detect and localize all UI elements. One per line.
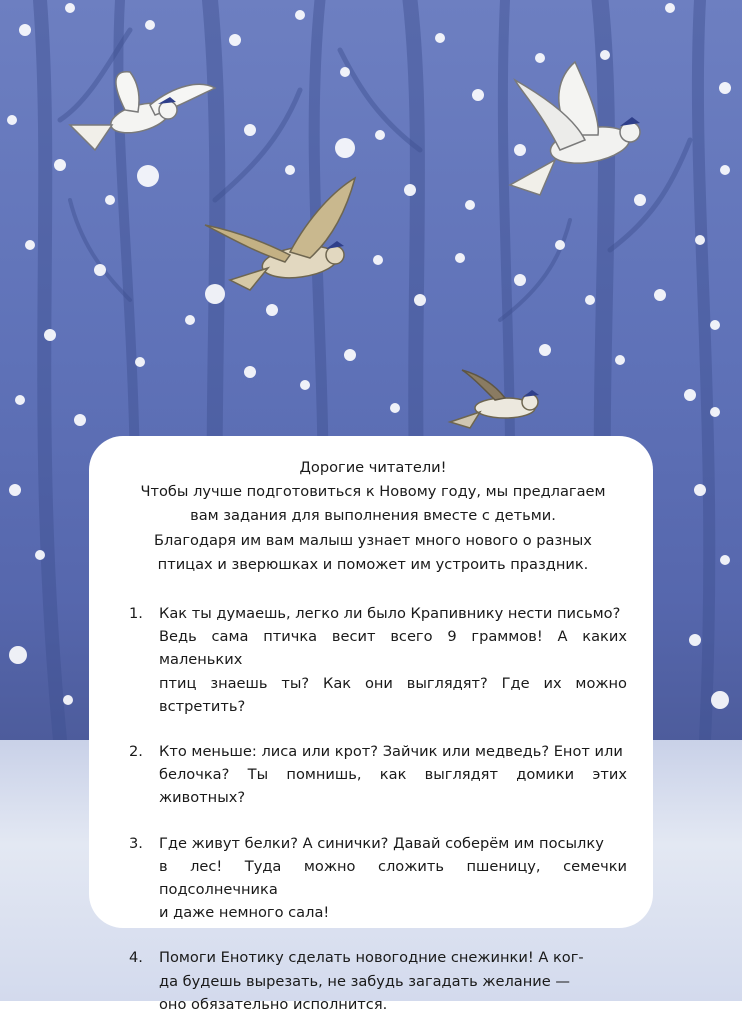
task-text — [159, 946, 627, 1016]
task-item — [119, 602, 627, 718]
task-line: Как ты думаешь, легко ли было Крапивнику нести письмо? — [159, 605, 621, 623]
task-list — [119, 602, 627, 1016]
task-number: 1. — [129, 605, 143, 623]
task-number: 4. — [129, 949, 143, 967]
task-line: Где живут белки? А синички? Давай соберём им посылку — [159, 834, 604, 852]
task-text — [159, 832, 627, 925]
intro-line: птицах и зверюшках и поможет им устроить праздник. — [157, 555, 589, 573]
task-line: в лес! Туда можно сложить пшеницу, семечки подсолнечника — [159, 857, 627, 899]
task-item — [119, 740, 627, 810]
task-text — [159, 740, 627, 810]
intro-greeting: Дорогие читатели! — [299, 459, 447, 476]
intro-text — [119, 456, 627, 577]
task-item — [119, 946, 627, 1016]
task-number: 3. — [129, 834, 143, 852]
brown-bird-icon — [205, 178, 355, 290]
task-line: оно обязательно исполнится. — [159, 995, 388, 1013]
white-bird-icon — [510, 62, 640, 195]
intro-line: Чтобы лучше подготовиться к Новому году, мы предлагаем — [140, 483, 606, 501]
intro-line: вам задания для выполнения вместе с детьми. — [190, 507, 556, 525]
flying-birds — [0, 0, 742, 440]
task-number: 2. — [129, 743, 143, 761]
task-line: Ведь сама птичка весит всего 9 граммов! А каких маленьких — [159, 628, 627, 669]
task-text — [159, 602, 627, 718]
task-line: Кто меньше: лиса или крот? Зайчик или медведь? Енот или — [159, 743, 623, 761]
task-line: и даже немного сала! — [159, 904, 330, 922]
task-line: белочка? Ты помнишь, как выглядят домики этих животных? — [159, 766, 627, 807]
info-card — [89, 436, 653, 1013]
task-line: Помоги Енотику сделать новогодние снежинки! А ког- — [159, 949, 584, 967]
small-bird-icon — [450, 370, 539, 428]
intro-line: Благодаря им вам малыш узнает много нового о разных — [154, 531, 592, 549]
task-item — [119, 832, 627, 925]
task-line: да будешь вырезать, не забудь загадать желание — — [159, 972, 570, 990]
task-line: птиц знаешь ты? Как они выглядят? Где их можно встретить? — [159, 674, 627, 715]
white-bird-icon — [70, 72, 215, 150]
